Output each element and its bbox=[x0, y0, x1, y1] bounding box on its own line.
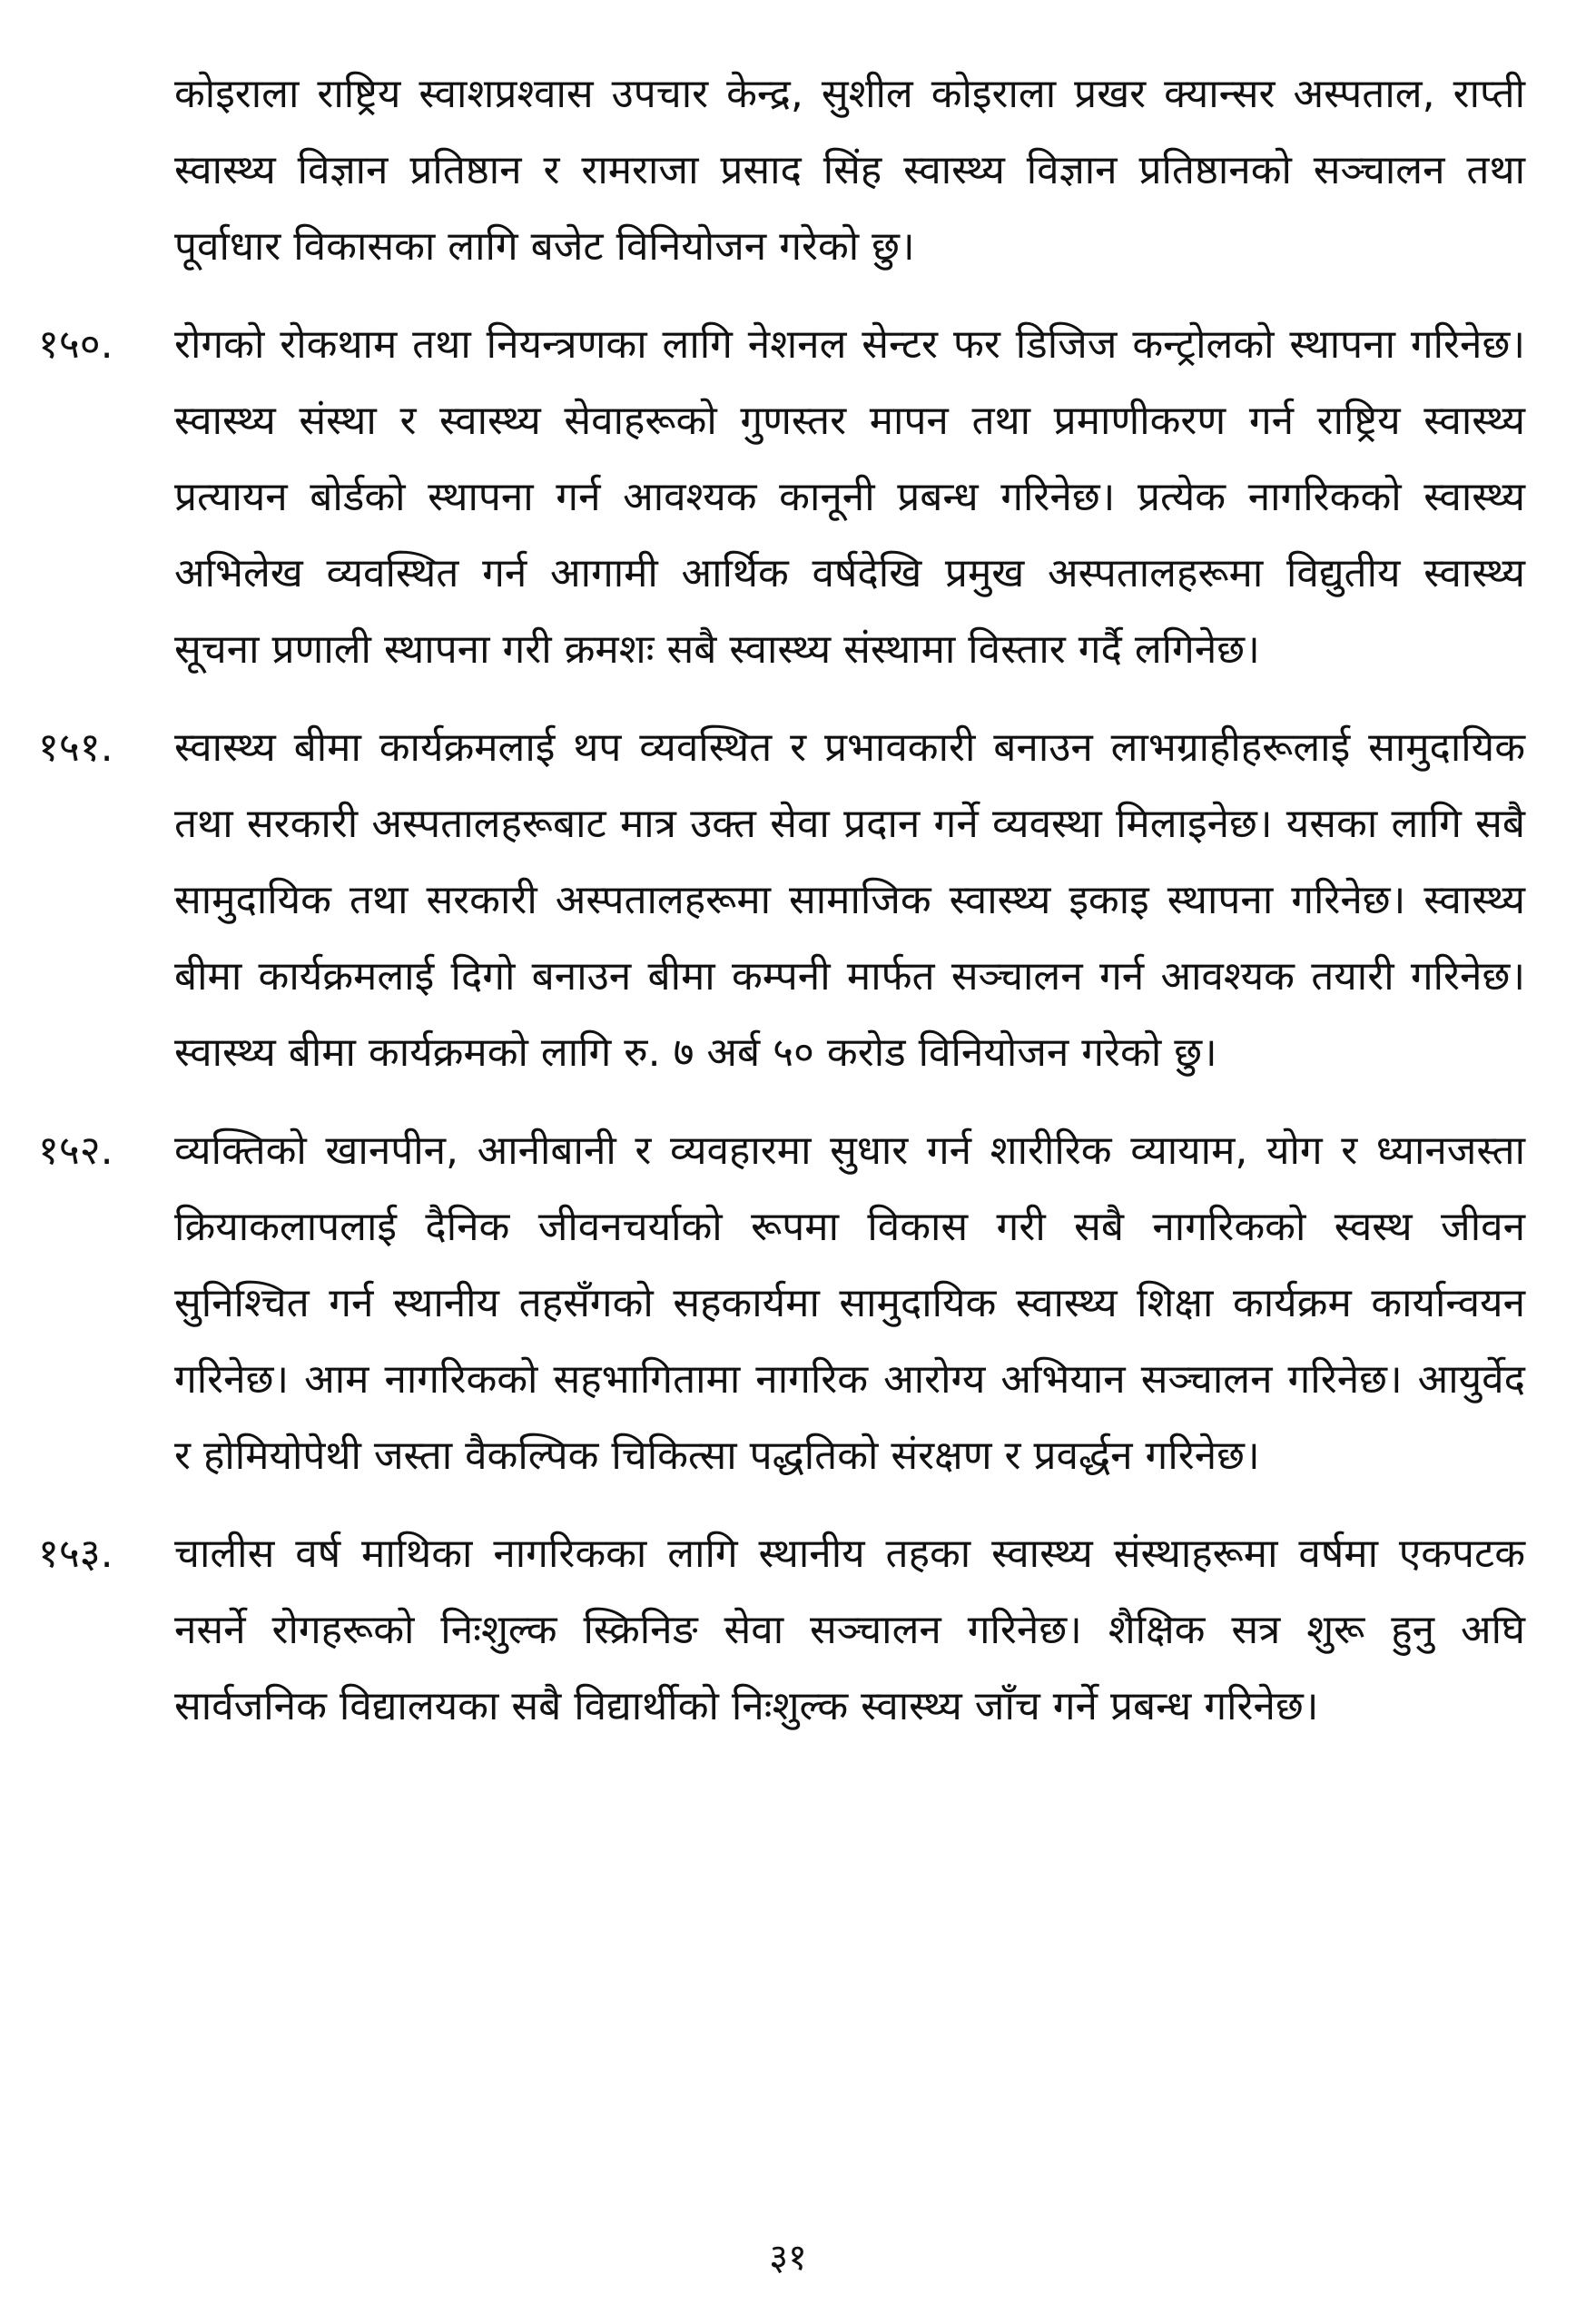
paragraph-gap bbox=[38, 1494, 1527, 1516]
paragraph-text: स्वास्थ्य बीमा कार्यक्रमलाई थप व्यवस्थित र प्रभावकारी बनाउन लाभग्राहीहरूलाई सामुदायिक तथा सरकारी अस्पतालहरूबाट मात्र उक्त सेवा प्रदान गर्ने व्यवस्था मिलाइनेछ। यसका लागि सबै सामुदायिक तथा सरकारी अस्पतालहरूमा सामाजिक स्वास्थ्य इकाइ स्थापना गरिनेछ। स्वास्थ्य बीमा कार्यक्रमलाई दिगो बनाउन बीमा कम्पनी मार्फत सञ्चालन गर्न आवश्यक तयारी गरिनेछ। स्वास्थ्य बीमा कार्यक्रमको लागि रु. ७ अर्ब ५० करोड विनियोजन गरेको छु। bbox=[174, 724, 1525, 1076]
continued-paragraph: कोइराला राष्ट्रिय स्वाशप्रश्वास उपचार केन्द्र, सुशील कोइराला प्रखर क्यान्सर अस्पताल, राप्ती स्वास्थ्य विज्ञान प्रतिष्ठान र रामराजा प्रसाद सिंह स्वास्थ्य विज्ञान प्रतिष्ठानको सञ्चालन तथा पूर्वाधार विकासका लागि बजेट विनियोजन गरेको छु। bbox=[174, 71, 1525, 270]
paragraph-text: व्यक्तिको खानपीन, आनीबानी र व्यवहारमा सुधार गर्न शारीरिक व्यायाम, योग र ध्यानजस्ता क्रियाकलापलाई दैनिक जीवनचर्याको रूपमा विकास गरी सबै नागरिकको स्वस्थ जीवन सुनिश्चित गर्न स्थानीय तहसँगको सहकार्यमा सामुदायिक स्वास्थ्य शिक्षा कार्यक्रम कार्यान्वयन गरिनेछ। आम नागरिकको सहभागितामा नागरिक आरोग्य अभियान सञ्चालन गरिनेछ। आयुर्वेद र होमियोपेथी जस्ता वैकल्पिक चिकित्सा पद्धतिको संरक्षण र प्रवर्द्धन गरिनेछ। bbox=[174, 1128, 1525, 1479]
paragraph-152 bbox=[38, 1113, 1527, 1494]
page-number: ३१ bbox=[769, 2237, 807, 2279]
paragraph-number: १५३. bbox=[38, 1531, 113, 1577]
paragraph-gap bbox=[38, 1091, 1527, 1113]
paragraph-text: चालीस वर्ष माथिका नागरिकका लागि स्थानीय तहका स्वास्थ्य संस्थाहरूमा वर्षमा एकपटक नसर्ने रोगहरूको निःशुल्क स्क्रिनिङ सेवा सञ्चालन गरिनेछ। शैक्षिक सत्र शुरू हुनु अघि सार्वजनिक विद्यालयका सबै विद्यार्थीको निःशुल्क स्वास्थ्य जाँच गर्ने प्रबन्ध गरिनेछ। bbox=[174, 1531, 1525, 1729]
paragraph-number: १५०. bbox=[38, 321, 113, 368]
paragraph-151 bbox=[38, 710, 1527, 1091]
paragraph-number: १५२. bbox=[38, 1128, 113, 1174]
document-body bbox=[38, 56, 1527, 1745]
paragraph-text: रोगको रोकथाम तथा नियन्त्रणका लागि नेशनल सेन्टर फर डिजिज कन्ट्रोलको स्थापना गरिनेछ। स्वास्थ्य संस्था र स्वास्थ्य सेवाहरूको गुणस्तर मापन तथा प्रमाणीकरण गर्न राष्ट्रिय स्वास्थ्य प्रत्यायन बोर्डको स्थापना गर्न आवश्यक कानूनी प्रबन्ध गरिनेछ। प्रत्येक नागरिकको स्वास्थ्य अभिलेख व्यवस्थित गर्न आगामी आर्थिक वर्षदेखि प्रमुख अस्पतालहरूमा विद्युतीय स्वास्थ्य सूचना प्रणाली स्थापना गरी क्रमशः सबै स्वास्थ्य संस्थामा विस्तार गर्दै लगिनेछ। bbox=[174, 321, 1525, 673]
paragraph-150 bbox=[38, 307, 1527, 688]
paragraph-gap bbox=[38, 285, 1527, 307]
paragraph-153 bbox=[38, 1516, 1527, 1745]
paragraph-number: १५१. bbox=[38, 724, 113, 771]
paragraph-gap bbox=[38, 688, 1527, 710]
